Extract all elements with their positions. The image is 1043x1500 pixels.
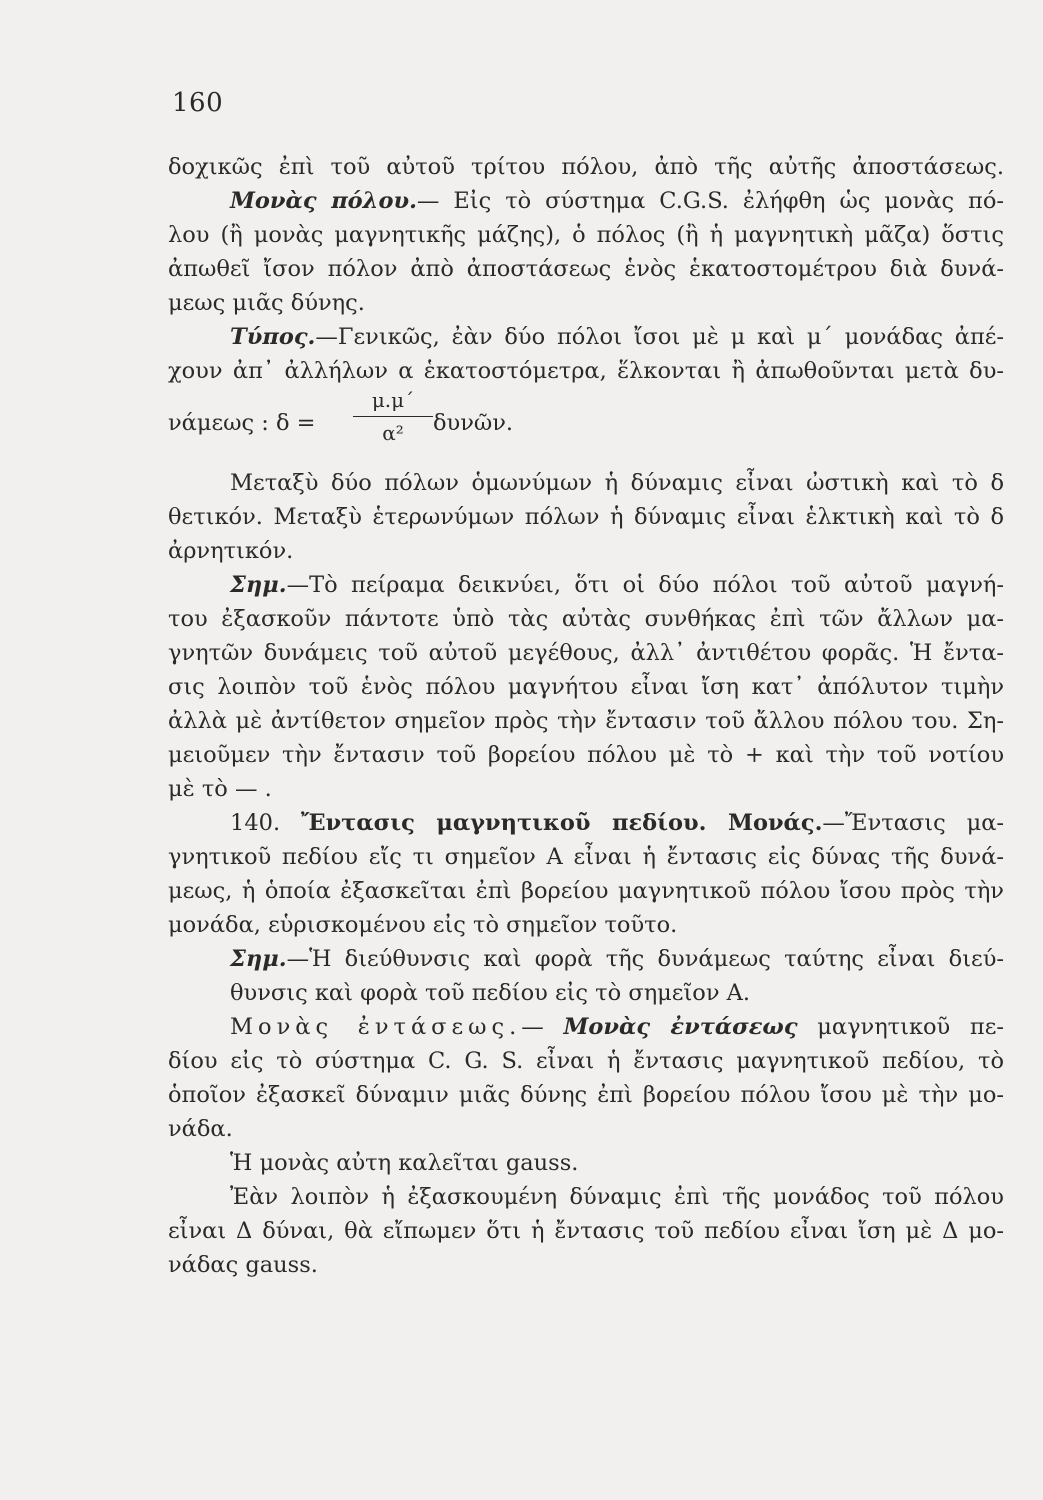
text-line: μονάδα, εὑρισκομένου εἰς τὸ σημεῖον τοῦτο.: [168, 912, 678, 938]
text-line: νάδας gauss.: [168, 1252, 318, 1278]
fraction: [353, 388, 433, 445]
text-line: [168, 1010, 1004, 1044]
text-line: Ἡ μονὰς αὐτη καλεῖται gauss.: [230, 1150, 579, 1176]
text-line: δοχικῶς ἐπὶ τοῦ αὐτοῦ τρίτου πόλου, ἀπὸ τῆς αὐτῆς ἀποστάσεως.: [168, 154, 1004, 180]
formula: [168, 388, 1004, 452]
text-line: λου (ἢ μονὰς μαγνητικῆς μάζης), ὁ πόλος (ἢ ἡ μαγνητικὴ μᾶζα) ὅστις: [168, 222, 1004, 248]
text-span: μαγνητικοῦ πε-: [817, 1014, 1004, 1040]
text-line: χουν ἀπ᾿ ἀλλήλων α ἑκατοστόμετρα, ἕλκονται ἢ ἀπωθοῦνται μετὰ δυ-: [168, 358, 1004, 384]
text-line: του ἐξασκοῦν πάντοτε ὑπὸ τὰς αὐτὰς συνθήκας ἐπὶ τῶν ἄλλων μα-: [168, 606, 1004, 632]
text-span: —Ἡ διεύθυνσις καὶ φορὰ τῆς δυνάμεως ταύτης εἶναι διεύ-: [286, 946, 1004, 972]
text-line: δίου εἰς τὸ σύστημα C. G. S. εἶναι ἡ ἔντασις μαγνητικοῦ πεδίου, τὸ: [168, 1048, 1004, 1074]
text-line: ἀλλὰ μὲ ἀντίθετον σημεῖον πρὸς τὴν ἔντασιν τοῦ ἄλλου πόλου του. Ση-: [168, 708, 1004, 734]
text-line: Μεταξὺ δύο πόλων ὁμωνύμων ἡ δύναμις εἶναι ὠστικὴ καὶ τὸ δ: [230, 470, 1004, 496]
text-span: —Τὸ πείραμα δεικνύει, ὅτι οἱ δύο πόλοι τοῦ αὐτοῦ μαγνή-: [286, 572, 1004, 598]
text-span: —Γενικῶς, ἐὰν δύο πόλοι ἴσοι μὲ μ καὶ μ΄ μονάδας ἀπέ-: [315, 324, 1004, 350]
fraction-denominator: α²: [382, 421, 404, 445]
text-line: σις λοιπὸν τοῦ ἑνὸς πόλου μαγνήτου εἶναι ἴση κατ᾿ ἀπόλυτον τιμὴν: [168, 674, 1004, 700]
text-span: — Εἰς τὸ σύστημα C.G.S. ἐλήφθη ὡς μονὰς πό-: [416, 188, 1004, 214]
body-text: [168, 150, 1004, 1282]
section-heading: Μονὰς ἐντάσεως: [563, 1014, 798, 1040]
text-line: Ἐὰν λοιπὸν ἡ ἐξασκουμένη δύναμις ἐπὶ τῆς μονάδος τοῦ πόλου: [230, 1184, 1004, 1210]
text-line: ἀπωθεῖ ἴσον πόλον ἀπὸ ἀποστάσεως ἑνὸς ἑκατοστομέτρου διὰ δυνά-: [168, 256, 1004, 282]
note-heading: Σημ.: [230, 946, 287, 972]
text-line: νάδα.: [168, 1116, 233, 1142]
formula-lhs: νάμεως : δ =: [168, 410, 316, 436]
spaced-heading: Μονὰς ἐντάσεως.: [230, 1014, 522, 1040]
text-line: μὲ τὸ — .: [168, 776, 272, 802]
text-line: [168, 184, 1004, 218]
text-line: μεως μιᾶς δύνης.: [168, 290, 365, 316]
spacer: [168, 452, 1004, 466]
text-line: θυνσις καὶ φορὰ τοῦ πεδίου εἰς τὸ σημεῖον Α.: [230, 980, 751, 1006]
text-line: μειοῦμεν τὴν ἔντασιν τοῦ βορείου πόλου μὲ τὸ + καὶ τὴν τοῦ νοτίου: [168, 742, 1004, 768]
text-span: —Ἔντασις μα-: [822, 810, 1004, 836]
text-line: [168, 568, 1004, 602]
text-span: —: [521, 1014, 544, 1040]
note-heading: Σημ.: [230, 572, 287, 598]
page-number: 160: [172, 88, 224, 118]
section-heading: Τύπος.: [230, 324, 316, 350]
text-line: γνητικοῦ πεδίου εἴς τι σημεῖον Α εἶναι ἡ ἔντασις εἰς δύνας τῆς δυνά-: [168, 844, 1004, 870]
section-number: 140.: [230, 810, 281, 836]
text-line: ὁποῖον ἐξασκεῖ δύναμιν μιᾶς δύνης ἐπὶ βορείου πόλου ἴσου μὲ τὴν μο-: [168, 1082, 1004, 1108]
formula-rhs: δυνῶν.: [433, 410, 514, 436]
fraction-numerator: μ.μ΄: [371, 388, 415, 412]
text-line: γνητῶν δυνάμεις τοῦ αὐτοῦ μεγέθους, ἀλλ᾿ ἀντιθέτου φορᾶς. Ἡ ἔντα-: [168, 640, 1004, 666]
text-line: θετικόν. Μεταξὺ ἑτερωνύμων πόλων ἡ δύναμις εἶναι ἑλκτικὴ καὶ τὸ δ: [168, 504, 1004, 530]
section-heading: Μονὰς πόλου.: [230, 188, 417, 214]
text-line: [168, 806, 1004, 840]
fraction-bar: [353, 416, 433, 417]
text-line: μεως, ἡ ὁποία ἐξασκεῖται ἐπὶ βορείου μαγνητικοῦ πόλου ἴσου πρὸς τὴν: [168, 878, 1004, 904]
text-line: εἶναι Δ δύναι, θὰ εἴπωμεν ὅτι ἡ ἔντασις τοῦ πεδίου εἶναι ἴση μὲ Δ μο-: [168, 1218, 1004, 1244]
text-line: ἀρνητικόν.: [168, 538, 294, 564]
section-heading: Ἔντασις μαγνητικοῦ πεδίου. Μονάς.: [300, 810, 823, 836]
text-line: [168, 320, 1004, 354]
text-line: [168, 942, 1004, 976]
